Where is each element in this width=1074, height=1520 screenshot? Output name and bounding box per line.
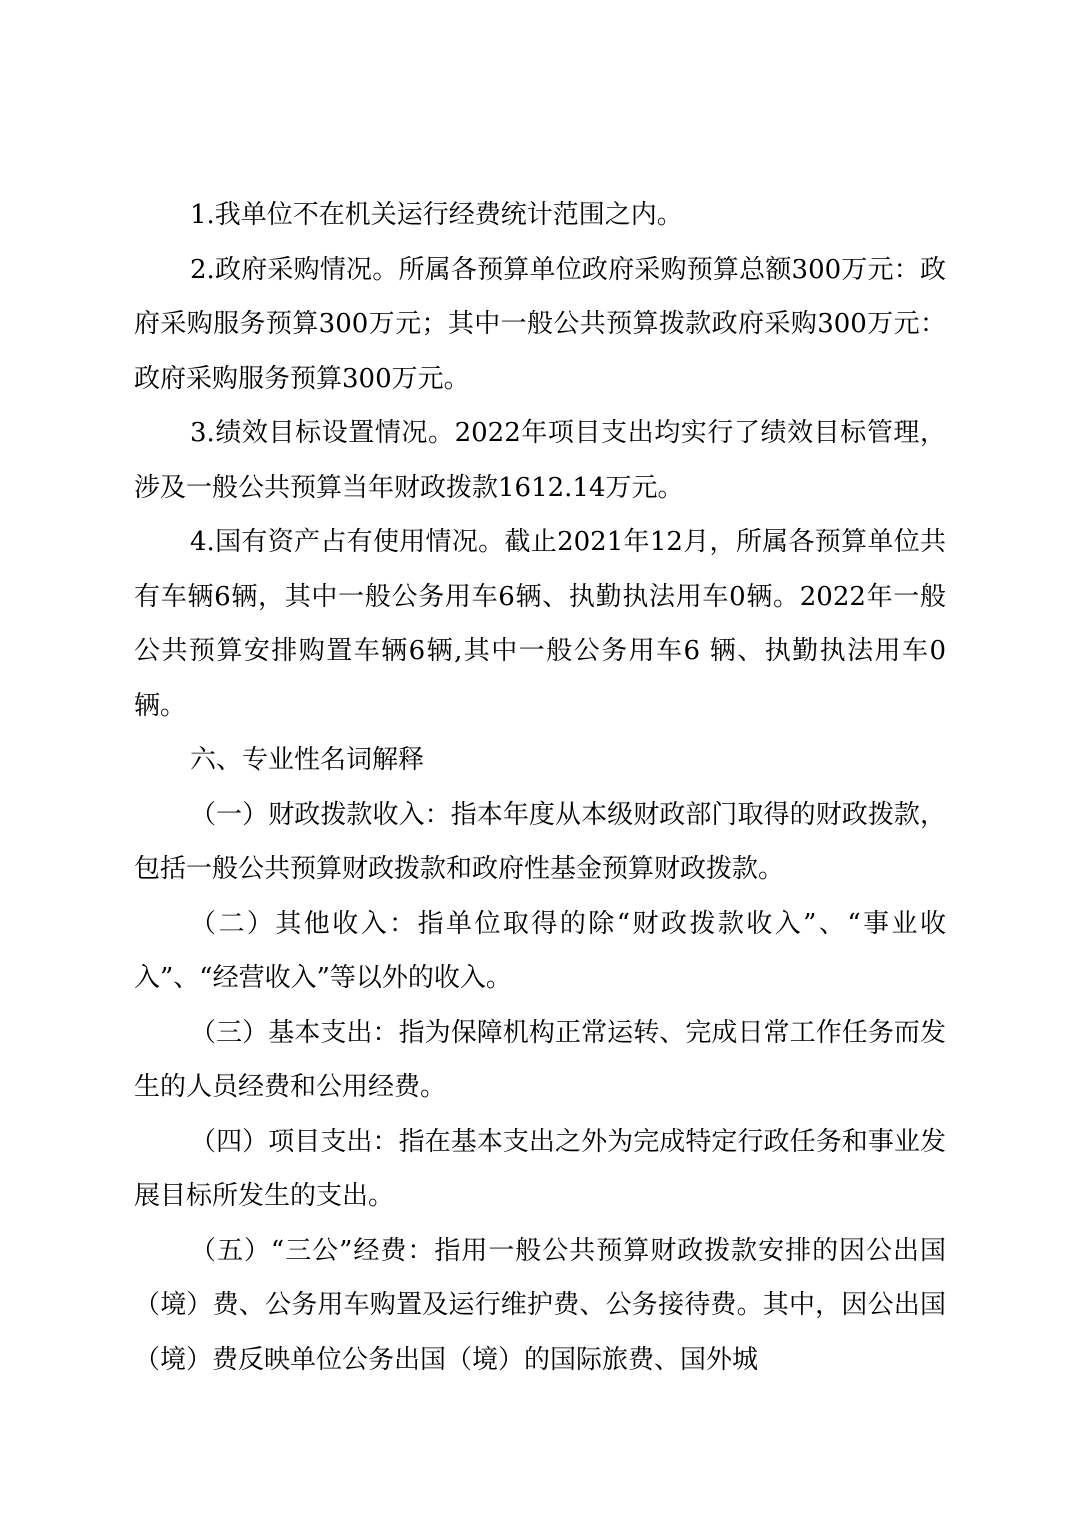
paragraph-state-assets: 4.国有资产占有使用情况。截止2021年12月，所属各预算单位共有车辆6辆，其中一般公务用车6辆、执勤执法用车0辆。2022年一般公共预算安排购置车辆6辆,其中一般公务用车6 辆、执勤执法用车0辆。: [134, 527, 946, 721]
definition-basic-expenditure: （三）基本支出：指为保障机构正常运转、完成日常工作任务而发生的人员经费和公用经费。: [134, 1017, 946, 1102]
definition-fiscal-appropriation-income: （一）财政拨款收入：指本年度从本级财政部门取得的财政拨款，包括一般公共预算财政拨款和政府性基金预算财政拨款。: [134, 799, 946, 884]
paragraph-performance-targets: 3.绩效目标设置情况。2022年项目支出均实行了绩效目标管理，涉及一般公共预算当年财政拨款1612.14万元。: [134, 418, 946, 503]
paragraph-institution-scope: 1.我单位不在机关运行经费统计范围之内。: [190, 200, 683, 230]
document-body: [134, 188, 946, 1387]
section-heading: 六、专业性名词解释: [190, 745, 425, 775]
definition-other-income: （二）其他收入：指单位取得的除“财政拨款收入”、“事业收入”、“经营收入”等以外的收入。: [134, 908, 946, 993]
definition-three-public-expenses: （五）“三公”经费：指用一般公共预算财政拨款安排的因公出国（境）费、公务用车购置及运行维护费、公务接待费。其中，因公出国（境）费反映单位公务出国（境）的国际旅费、国外城: [134, 1235, 946, 1375]
paragraph-government-procurement: 2.政府采购情况。所属各预算单位政府采购预算总额300万元：政府采购服务预算300万元；其中一般公共预算拨款政府采购300万元：政府采购服务预算300万元。: [134, 254, 946, 394]
definition-project-expenditure: （四）项目支出：指在基本支出之外为完成特定行政任务和事业发展目标所发生的支出。: [134, 1126, 946, 1211]
